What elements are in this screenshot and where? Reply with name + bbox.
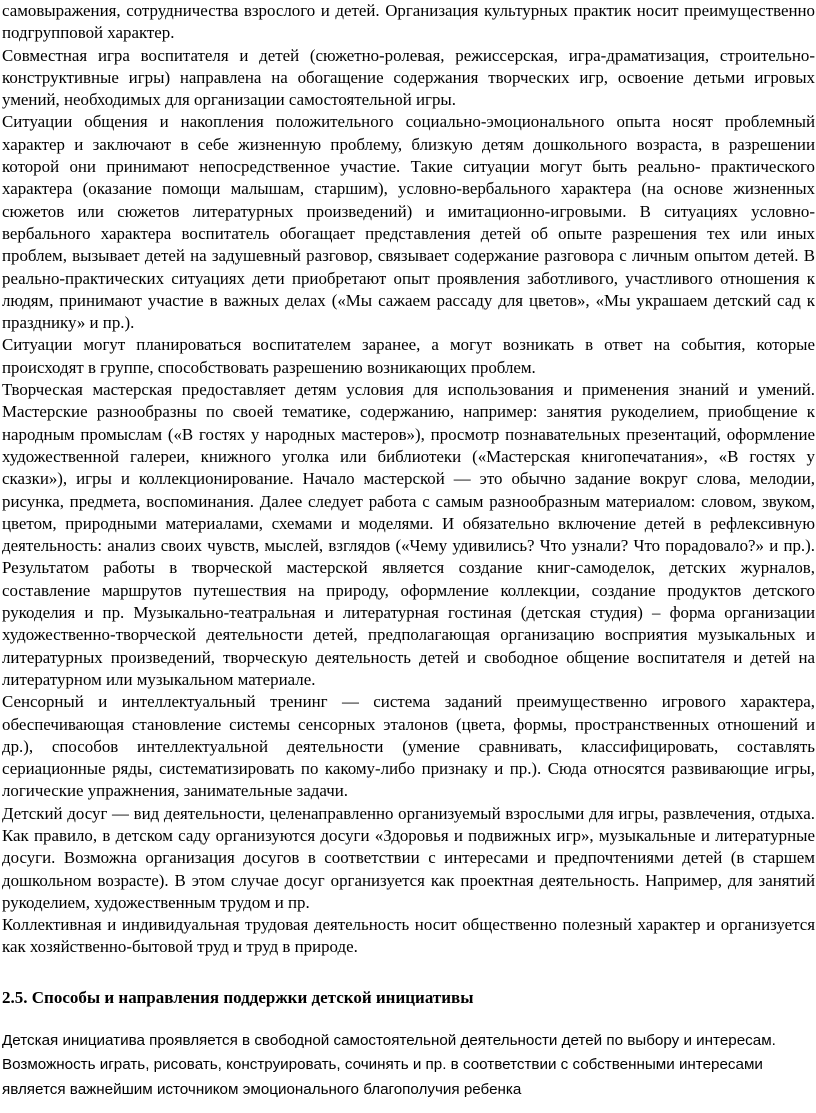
paragraph-labor-activity: Коллективная и индивидуальная трудовая деятельность носит общественно полезный характер и организуется как хозяйственно-бытовой труд и труд в природе.: [2, 915, 815, 957]
paragraph-leisure: Детский досуг — вид деятельности, целенаправленно организуемый взрослыми для игры, развлечения, отдыха. Как правило, в детском саду организуются досуги «Здоровья и подвижных игр», музыкальные и литературные досуги. Возможна организация досугов в соответствии с интересами и предпочтениями детей (в старшем дошкольном возрасте). В этом случае досуг организуется как проектная деятельность. Например, для занятий рукоделием, художественным трудом и пр.: [2, 803, 815, 912]
paragraph-cultural-practices: самовыражения, сотрудничества взрослого и детей. Организация культурных практик носит преимущественно подгрупповой характер.: [2, 1, 815, 43]
section-heading: 2.5. Способы и направления поддержки детской инициативы: [2, 987, 474, 1007]
paragraph-child-initiative: Детская инициатива проявляется в свободной самостоятельной деятельности детей по выбору и интересам. Возможность играть, рисовать, конструировать, сочинять и пр. в соответствии с собственными интересами является важнейшим источником эмоционального благополучия ребенка: [2, 1031, 776, 1098]
paragraph-communication-situations: Ситуации общения и накопления положительного социально-эмоционального опыта носят проблемный характер и заключают в себе жизненную проблему, близкую детям дошкольного возраста, в разрешении которой они принимают непосредственное участие. Такие ситуации могут быть реально- практического характера (оказание помощи малышам, старшим), условно-вербального характера (на основе жизненных сюжетов или сюжетов литературных произведений) и имитационно-игровыми. В ситуациях условно-вербального характера воспитатель обогащает представления детей об опыте разрешения тех или иных проблем, вызывает детей на задушевный разговор, связывает содержание разговора с личным опытом детей. В реально-практических ситуациях дети приобретают опыт проявления заботливого, участливого отношения к людям, принимают участие в важных делах («Мы сажаем рассаду для цветов», «Мы украшаем детский сад к празднику» и пр.).: [2, 112, 815, 333]
paragraph-sensory-training: Сенсорный и интеллектуальный тренинг — система заданий преимущественно игрового характера, обеспечивающая становление системы сенсорных эталонов (цвета, формы, пространственных отношений и др.), способов интеллектуальной деятельности (умение сравнивать, классифицировать, составлять сериационные ряды, систематизировать по какому-либо признаку и пр.). Сюда относятся развивающие игры, логические упражнения, занимательные задачи.: [2, 692, 815, 801]
paragraph-creative-workshop: Творческая мастерская предоставляет детям условия для использования и применения знаний и умений. Мастерские разнообразны по своей тематике, содержанию, например: занятия рукоделием, приобщение к народным промыслам («В гостях у народных мастеров»), просмотр познавательных презентаций, оформление художественной галереи, книжного уголка или библиотеки («Мастерская книгопечатания», «В гостях у сказки»), игры и коллекционирование. Начало мастерской — это обычно задание вокруг слова, мелодии, рисунка, предмета, воспоминания. Далее следует работа с самым разнообразным материалом: словом, звуком, цветом, природными материалами, схемами и моделями. И обязательно включение детей в рефлексивную деятельность: анализ своих чувств, мыслей, взглядов («Чему удивились? Что узнали? Что порадовало?» и пр.). Результатом работы в творческой мастерской является создание книг-самоделок, детских журналов, составление маршрутов путешествия на природу, оформление коллекции, создание продуктов детского рукоделия и пр. Музыкально-театральная и литературная гостиная (детская студия) – форма организации художественно-творческой деятельности детей, предполагающая организацию восприятия музыкальных и литературных произведений, творческую деятельность детей и свободное общение воспитателя и детей на литературном или музыкальном материале.: [2, 380, 815, 689]
paragraph-joint-play: Совместная игра воспитателя и детей (сюжетно-ролевая, режиссерская, игра-драматизация, строительно-конструктивные игры) направлена на обогащение содержания творческих игр, освоение детьми игровых умений, необходимых для организации самостоятельной игры.: [2, 45, 815, 110]
paragraph-situations-planning: Ситуации могут планироваться воспитателем заранее, а могут возникать в ответ на события, которые происходят в группе, способствовать разрешению возникающих проблем.: [2, 335, 815, 377]
